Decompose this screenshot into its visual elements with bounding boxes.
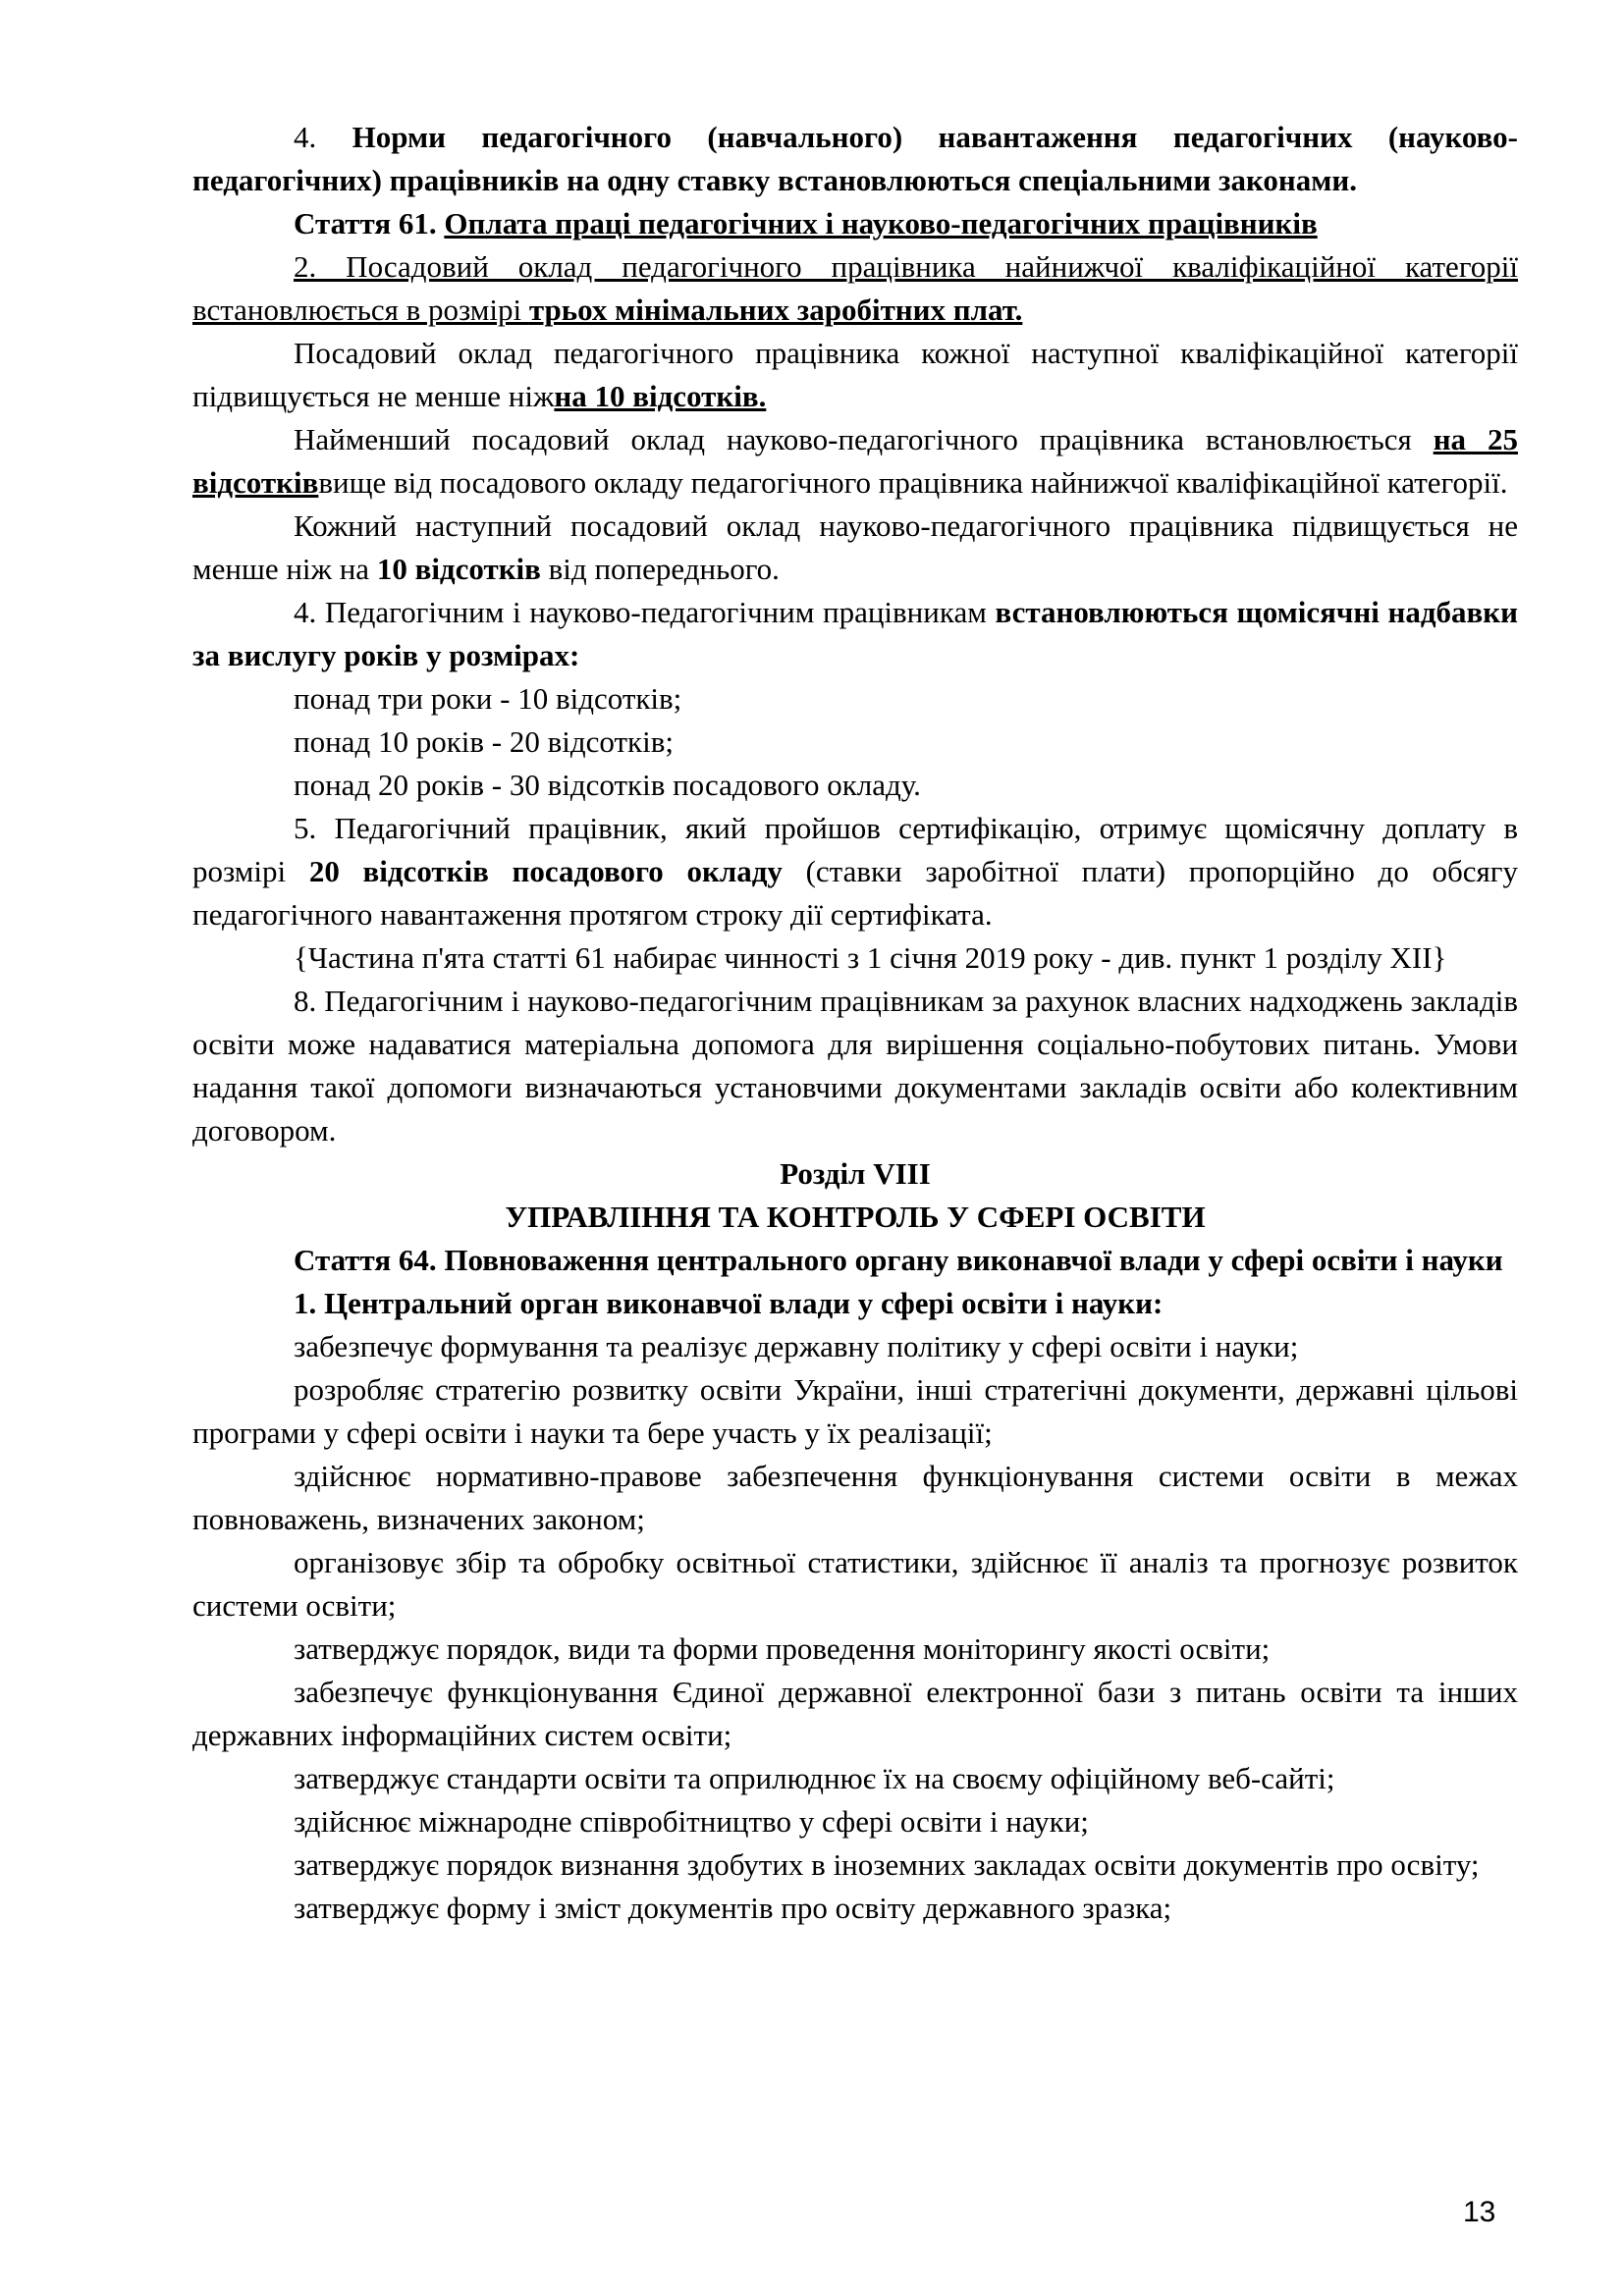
paragraph-scientific-increase — [192, 505, 1518, 591]
paragraph-effective-date-note: {Частина п'ята статті 61 набирає чинності з 1 січня 2019 року - див. пункт 1 розділу XII} — [294, 940, 1447, 975]
document-page — [192, 116, 1518, 1930]
power-item: затверджує стандарти освіти та оприлюднює їх на своєму офіційному веб-сайті; — [294, 1761, 1335, 1795]
paragraph-material-assistance: 8. Педагогічним і науково-педагогічним працівникам за рахунок власних надходжень закладів освіти може надаватися матеріальна допомога для вирішення соціально-побутових питань. Умови надання такої допомоги визначаються установчими документами закладів освіти або колективним договором. — [192, 984, 1518, 1148]
section-number: Розділ VIII — [780, 1156, 931, 1191]
article-number: Стаття 61. — [294, 206, 445, 240]
article-64-heading: Стаття 64. Повноваження центрального органу виконавчої влади у сфері освіти і науки — [294, 1243, 1503, 1277]
paragraph-seniority-bonus — [192, 591, 1518, 677]
paragraph-category-increase — [192, 332, 1518, 418]
text: 4. — [294, 120, 352, 154]
power-item: затверджує порядок визнання здобутих в іноземних закладах освіти документів про освіту; — [294, 1847, 1480, 1882]
bonus-item-20-years: понад 20 років - 30 відсотків посадового окладу. — [294, 768, 921, 802]
power-item: розробляє стратегію розвитку освіти України, інші стратегічні документи, державні цільові програми у сфері освіти і науки та бере участь у їх реалізації; — [192, 1372, 1518, 1450]
paragraph-teaching-load-norms — [192, 116, 1518, 202]
power-item: забезпечує формування та реалізує державну політику у сфері освіти і науки; — [294, 1329, 1299, 1363]
bold-text: 20 відсотків посадового окладу — [308, 854, 783, 888]
text: Кожний наступний посадовий оклад науково-педагогічного працівника підвищується не менше ніж на — [192, 508, 1518, 586]
paragraph-certification — [192, 807, 1518, 936]
text: 2. Посадовий оклад педагогічного працівника найнижчої кваліфікаційної категорії встановлюється в розмірі — [192, 249, 1518, 327]
article-61-heading — [192, 202, 1518, 245]
article-title: Оплата праці педагогічних і науково-педагогічних працівників — [444, 206, 1318, 240]
bold-text: встановлюються щомісячні надбавки за вислугу років у розмірах: — [192, 595, 1518, 672]
text: вище від посадового окладу педагогічного працівника найнижчої кваліфікаційної категорії. — [318, 465, 1508, 500]
bold-underlined-text: на 25 відсотків — [192, 422, 1518, 500]
power-item: забезпечує функціонування Єдиної державної електронної бази з питань освіти та інших державних інформаційних систем освіти; — [192, 1675, 1518, 1752]
paragraph-scientific-min-salary — [192, 418, 1518, 505]
power-item: затверджує форму і зміст документів про освіту державного зразка; — [294, 1891, 1172, 1925]
bonus-item-10-years: понад 10 років - 20 відсотків; — [294, 724, 674, 759]
bold-underlined-text: на 10 відсотків. — [554, 379, 767, 413]
paragraph-base-salary — [192, 245, 1518, 332]
item-1-heading: 1. Центральний орган виконавчої влади у сфері освіти і науки: — [294, 1286, 1164, 1320]
text: 4. Педагогічним і науково-педагогічним працівникам — [294, 595, 996, 629]
bold-text: Норми педагогічного (навчального) навантаження педагогічних (науково-педагогічних) працівників на одну ставку встановлюються спеціальними законами. — [192, 120, 1518, 197]
bonus-item-3-years: понад три роки - 10 відсотків; — [294, 681, 682, 716]
page-number: 13 — [1463, 2196, 1496, 2228]
text: 5. Педагогічний працівник, який пройшов сертифікацію, отримує щомісячну доплату в розмірі — [192, 811, 1518, 888]
text: Посадовий оклад педагогічного працівника кожної наступної кваліфікаційної категорії підвищується не менше ніж — [192, 336, 1518, 413]
section-title: УПРАВЛІННЯ ТА КОНТРОЛЬ У СФЕРІ ОСВІТИ — [505, 1200, 1206, 1234]
text: від попереднього. — [540, 552, 780, 586]
text: (ставки заробітної плати) пропорційно до обсягу педагогічного навантаження протягом строку дії сертифіката. — [192, 854, 1519, 932]
power-item: здійснює нормативно-правове забезпечення функціонування системи освіти в межах повноважень, визначених законом; — [192, 1459, 1518, 1536]
power-item: здійснює міжнародне співробітництво у сфері освіти і науки; — [294, 1804, 1089, 1839]
bold-text: 10 відсотків — [376, 552, 541, 586]
power-item: організовує збір та обробку освітньої статистики, здійснює її аналіз та прогнозує розвиток системи освіти; — [192, 1545, 1518, 1623]
power-item: затверджує порядок, види та форми проведення моніторингу якості освіти; — [294, 1631, 1271, 1666]
text: Найменший посадовий оклад науково-педагогічного працівника встановлюється — [294, 422, 1434, 456]
bold-text: трьох мінімальних заробітних плат. — [528, 293, 1023, 327]
